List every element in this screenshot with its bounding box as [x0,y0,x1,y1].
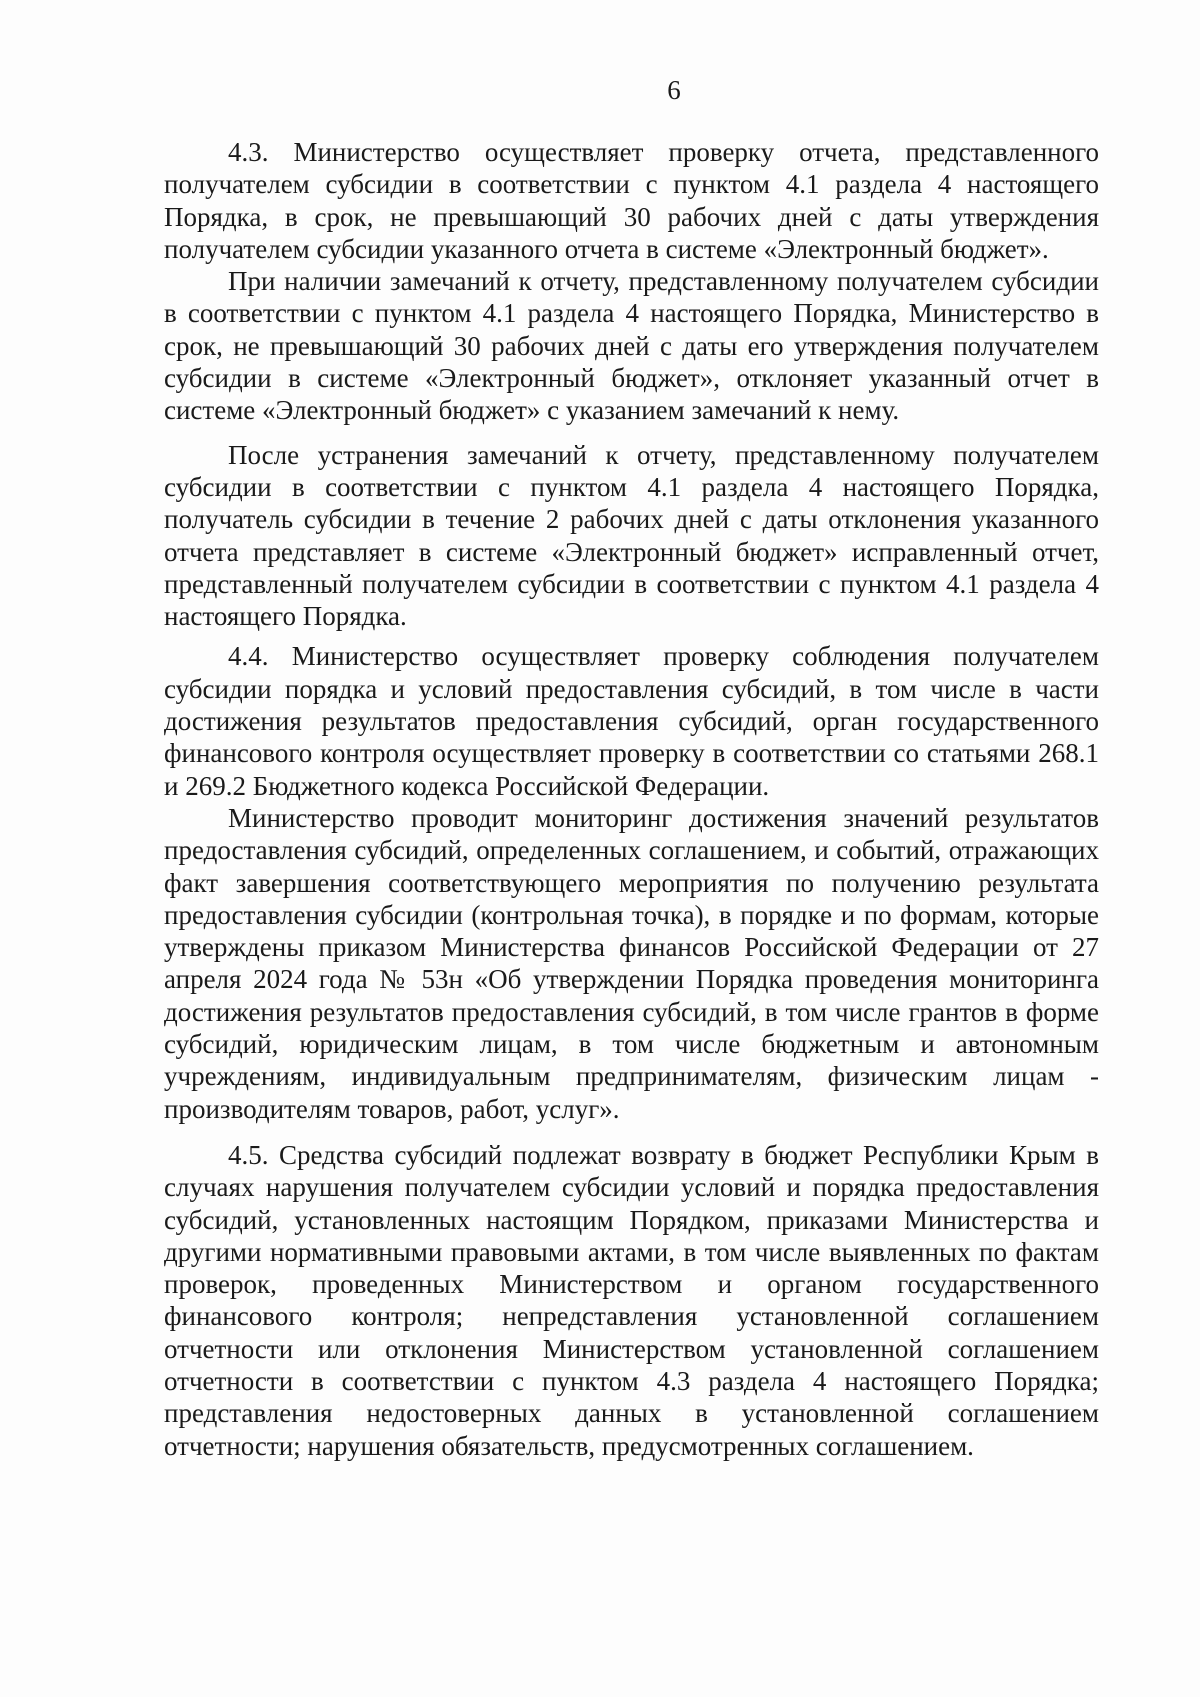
paragraph-4-3: 4.3. Министерство осуществляет проверку отчета, представленного получателем субсидии в соответствии с пунктом 4.1 раздела 4 настоящего Порядка, в срок, не превышающий 30 рабочих дней с даты утверждения получателем субсидии указанного отчета в системе «Электронный бюджет». [164,137,1099,264]
paragraph-4-5: 4.5. Средства субсидий подлежат возврату в бюджет Республики Крым в случаях нарушения получателем субсидии условий и порядка предоставления субсидий, установленных настоящим Порядком, приказами Министерства и другими нормативными правовыми актами, в том числе выявленных по фактам проверок, проведенных Министерством и органом государственного финансового контроля; непредставления установленной соглашением отчетности или отклонения Министерством установленной соглашением отчетности в соответствии с пунктом 4.3 раздела 4 настоящего Порядка; представления недостоверных данных в установленной соглашением отчетности; нарушения обязательств, предусмотренных соглашением. [164,1139,1099,1461]
page-number: 6 [667,75,681,105]
document-body [164,136,1099,1462]
paragraph-after-fix: После устранения замечаний к отчету, представленному получателем субсидии в соответствии с пунктом 4.1 раздела 4 настоящего Порядка, получатель субсидии в течение 2 рабочих дней с даты отклонения указанного отчета представляет в системе «Электронный бюджет» исправленный отчет, представленный получателем субсидии в соответствии с пунктом 4.1 раздела 4 настоящего Порядка. [164,439,1099,632]
paragraph-monitoring: Министерство проводит мониторинг достижения значений результатов предоставления субсидий, определенных соглашением, и событий, отражающих факт завершения соответствующего мероприятия по получению результата предоставления субсидии (контрольная точка), в порядке и по формам, которые утверждены приказом Министерства финансов Российской Федерации от 27 апреля 2024 года № 53н «Об утверждении Порядка проведения мониторинга достижения результатов предоставления субсидий, в том числе грантов в форме субсидий, юридическим лицам, в том числе бюджетным и автономным учреждениям, индивидуальным предпринимателям, физическим лицам - производителям товаров, работ, услуг». [164,802,1099,1124]
paragraph-remarks: При наличии замечаний к отчету, представленному получателем субсидии в соответствии с пунктом 4.1 раздела 4 настоящего Порядка, Министерство в срок, не превышающий 30 рабочих дней с даты его утверждения получателем субсидии в системе «Электронный бюджет», отклоняет указанный отчет в системе «Электронный бюджет» с указанием замечаний к нему. [164,266,1099,426]
paragraph-4-4: 4.4. Министерство осуществляет проверку соблюдения получателем субсидии порядка и условий предоставления субсидий, в том числе в части достижения результатов предоставления субсидий, орган государственного финансового контроля осуществляет проверку в соответствии со статьями 268.1 и 269.2 Бюджетного кодекса Российской Федерации. [164,641,1099,801]
